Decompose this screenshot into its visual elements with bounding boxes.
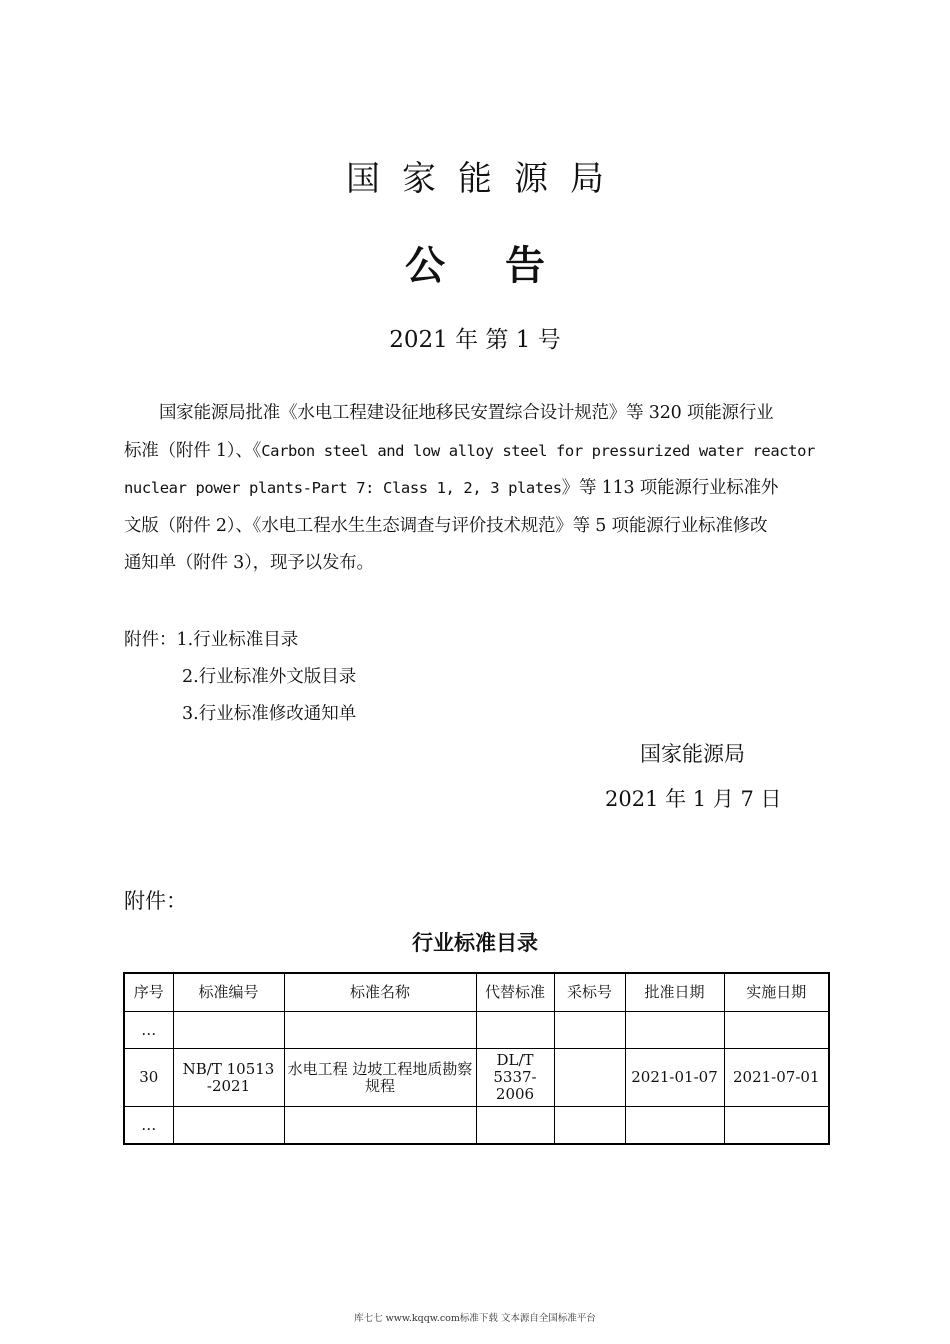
announcement-char-2: 告 xyxy=(505,243,545,289)
cell-replace xyxy=(476,1012,554,1049)
body-line-3-cn: 》等 113 项能源行业标准外 xyxy=(561,478,779,498)
attachment-list xyxy=(124,622,356,733)
cell-serial: … xyxy=(124,1107,173,1145)
attachment-item-2: 2.行业标准外文版目录 xyxy=(182,667,357,687)
page-footer: 库七七 www.kqqw.com标准下载 文本源自全国标准平台 xyxy=(354,1313,596,1324)
table-row xyxy=(124,1049,829,1107)
body-line-3-en: nuclear power plants-Part 7: Class 1, 2, 3 plates xyxy=(124,479,562,497)
cell-serial: 30 xyxy=(124,1049,173,1107)
body-line-3 xyxy=(124,470,828,508)
header-code: 标准编号 xyxy=(173,973,284,1012)
cell-approve-date xyxy=(625,1107,724,1145)
cell-name: 水电工程 边坡工程地质勘察规程 xyxy=(284,1049,476,1107)
cell-approve-date: 2021-01-07 xyxy=(625,1049,724,1107)
body-line-1: 国家能源局批准《水电工程建设征地移民安置综合设计规范》等 320 项能源行业 xyxy=(159,403,774,423)
attachment-item-1 xyxy=(124,622,356,659)
table-row xyxy=(124,1012,829,1049)
body-line-5: 通知单（附件 3），现予以发布。 xyxy=(124,553,374,573)
cell-approve-date xyxy=(625,1012,724,1049)
cell-code xyxy=(173,1107,284,1145)
cell-code xyxy=(173,1012,284,1049)
announcement-char-1: 公 xyxy=(405,243,445,289)
appendix-label: 附件： xyxy=(124,889,187,913)
announcement-heading xyxy=(0,238,950,294)
header-serial: 序号 xyxy=(124,973,173,1012)
attachment-item-3: 3.行业标准修改通知单 xyxy=(182,704,357,724)
catalog-title: 行业标准目录 xyxy=(412,931,538,955)
header-implement-date: 实施日期 xyxy=(724,973,829,1012)
standards-table xyxy=(123,972,830,1145)
cell-implement-date xyxy=(724,1107,829,1145)
cell-serial: … xyxy=(124,1012,173,1049)
body-line-2 xyxy=(124,433,828,471)
cell-code: NB/T 10513 -2021 xyxy=(173,1049,284,1107)
header-name: 标准名称 xyxy=(284,973,476,1012)
cell-name xyxy=(284,1107,476,1145)
cell-name xyxy=(284,1012,476,1049)
cell-implement-date: 2021-07-01 xyxy=(724,1049,829,1107)
attachment-label: 附件： xyxy=(124,630,177,650)
body-line-4: 文版（附件 2）、《水电工程水生生态调查与评价技术规范》等 5 项能源行业标准修改 xyxy=(124,515,768,536)
header-approve-date: 批准日期 xyxy=(625,973,724,1012)
cell-replace: DL/T 5337-2006 xyxy=(476,1049,554,1107)
body-line-2-en: Carbon steel and low alloy steel for pressurized water reactor xyxy=(261,441,815,460)
agency-title: 国家能源局 xyxy=(346,159,626,199)
signature-date: 2021 年 1 月 7 日 xyxy=(605,787,782,811)
announcement-body xyxy=(124,395,828,583)
table-row xyxy=(124,1107,829,1145)
header-adopt: 采标号 xyxy=(554,973,625,1012)
cell-implement-date xyxy=(724,1012,829,1049)
table-header-row xyxy=(124,973,829,1012)
cell-adopt xyxy=(554,1049,625,1107)
cell-adopt xyxy=(554,1012,625,1049)
body-line-2-cn: 标准（附件 1）、《 xyxy=(124,440,262,461)
issue-number: 2021 年 第 1 号 xyxy=(389,327,561,353)
header-replace: 代替标准 xyxy=(476,973,554,1012)
cell-replace xyxy=(476,1107,554,1145)
attachment-item-1-text: 1.行业标准目录 xyxy=(176,630,299,650)
signature-org: 国家能源局 xyxy=(640,742,745,766)
cell-adopt xyxy=(554,1107,625,1145)
